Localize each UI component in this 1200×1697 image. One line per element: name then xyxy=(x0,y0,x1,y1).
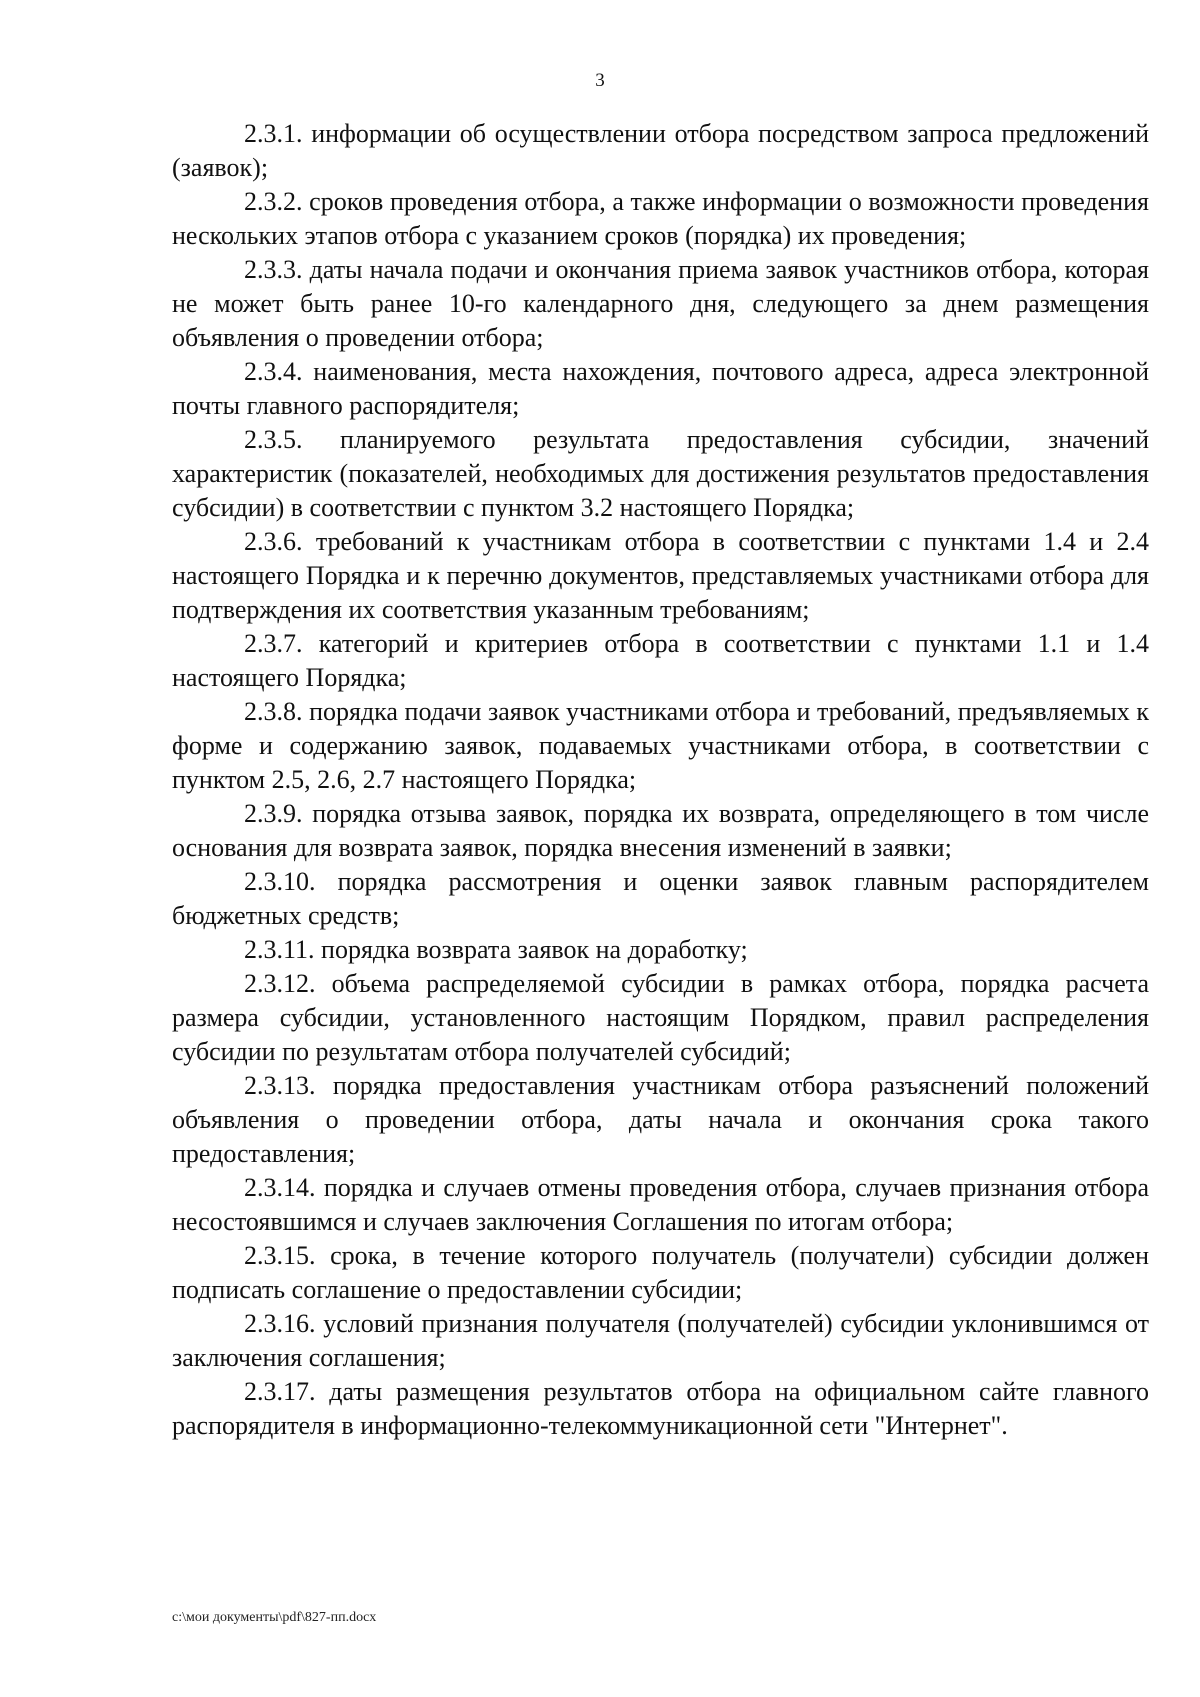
paragraph-2-3-10: 2.3.10. порядка рассмотрения и оценки заявок главным распорядителем бюджетных средств; xyxy=(172,867,1149,930)
paragraph-2-3-16: 2.3.16. условий признания получателя (получателей) субсидии уклонившимся от заключения соглашения; xyxy=(172,1309,1149,1372)
paragraph-2-3-3: 2.3.3. даты начала подачи и окончания приема заявок участников отбора, которая не может быть ранее 10-го календарного дня, следующего за днем размещения объявления о проведении отбора; xyxy=(172,255,1149,352)
paragraph-2-3-4: 2.3.4. наименования, места нахождения, почтового адреса, адреса электронной почты главного распорядителя; xyxy=(172,357,1149,420)
paragraph-2-3-17: 2.3.17. даты размещения результатов отбора на официальном сайте главного распорядителя в информационно-телекоммуникационной сети "Интернет". xyxy=(172,1377,1149,1440)
page-number: 3 xyxy=(595,70,605,91)
paragraph-2-3-11: 2.3.11. порядка возврата заявок на доработку; xyxy=(244,935,748,964)
footer-file-path: c:\мои документы\pdf\827-пп.docx xyxy=(172,1610,377,1625)
paragraph-2-3-2: 2.3.2. сроков проведения отбора, а также информации о возможности проведения нескольких этапов отбора с указанием сроков (порядка) их проведения; xyxy=(172,187,1149,250)
paragraph-2-3-8: 2.3.8. порядка подачи заявок участниками отбора и требований, предъявляемых к форме и содержанию заявок, подаваемых участниками отбора, в соответствии с пунктом 2.5, 2.6, 2.7 настоящего Порядка; xyxy=(172,697,1149,794)
paragraph-2-3-15: 2.3.15. срока, в течение которого получатель (получатели) субсидии должен подписать соглашение о предоставлении субсидии; xyxy=(172,1241,1149,1304)
paragraph-2-3-14: 2.3.14. порядка и случаев отмены проведения отбора, случаев признания отбора несостоявшимся и случаев заключения Соглашения по итогам отбора; xyxy=(172,1173,1149,1236)
paragraph-2-3-13: 2.3.13. порядка предоставления участникам отбора разъяснений положений объявления о проведении отбора, даты начала и окончания срока такого предоставления; xyxy=(172,1071,1149,1168)
paragraph-2-3-5: 2.3.5. планируемого результата предоставления субсидии, значений характеристик (показателей, необходимых для достижения результатов предоставления субсидии) в соответствии с пунктом 3.2 настоящего Порядка; xyxy=(172,425,1149,522)
paragraph-2-3-6: 2.3.6. требований к участникам отбора в соответствии с пунктами 1.4 и 2.4 настоящего Порядка и к перечню документов, представляемых участниками отбора для подтверждения их соответствия указанным требованиям; xyxy=(172,527,1149,624)
paragraph-2-3-12: 2.3.12. объема распределяемой субсидии в рамках отбора, порядка расчета размера субсидии, установленного настоящим Порядком, правил распределения субсидии по результатам отбора получателей субсидий; xyxy=(172,969,1149,1066)
paragraph-2-3-9: 2.3.9. порядка отзыва заявок, порядка их возврата, определяющего в том числе основания для возврата заявок, порядка внесения изменений в заявки; xyxy=(172,799,1149,862)
paragraph-2-3-7: 2.3.7. категорий и критериев отбора в соответствии с пунктами 1.1 и 1.4 настоящего Порядка; xyxy=(172,629,1149,692)
document-body xyxy=(172,117,1149,1443)
paragraph-2-3-1: 2.3.1. информации об осуществлении отбора посредством запроса предложений (заявок); xyxy=(172,119,1149,182)
